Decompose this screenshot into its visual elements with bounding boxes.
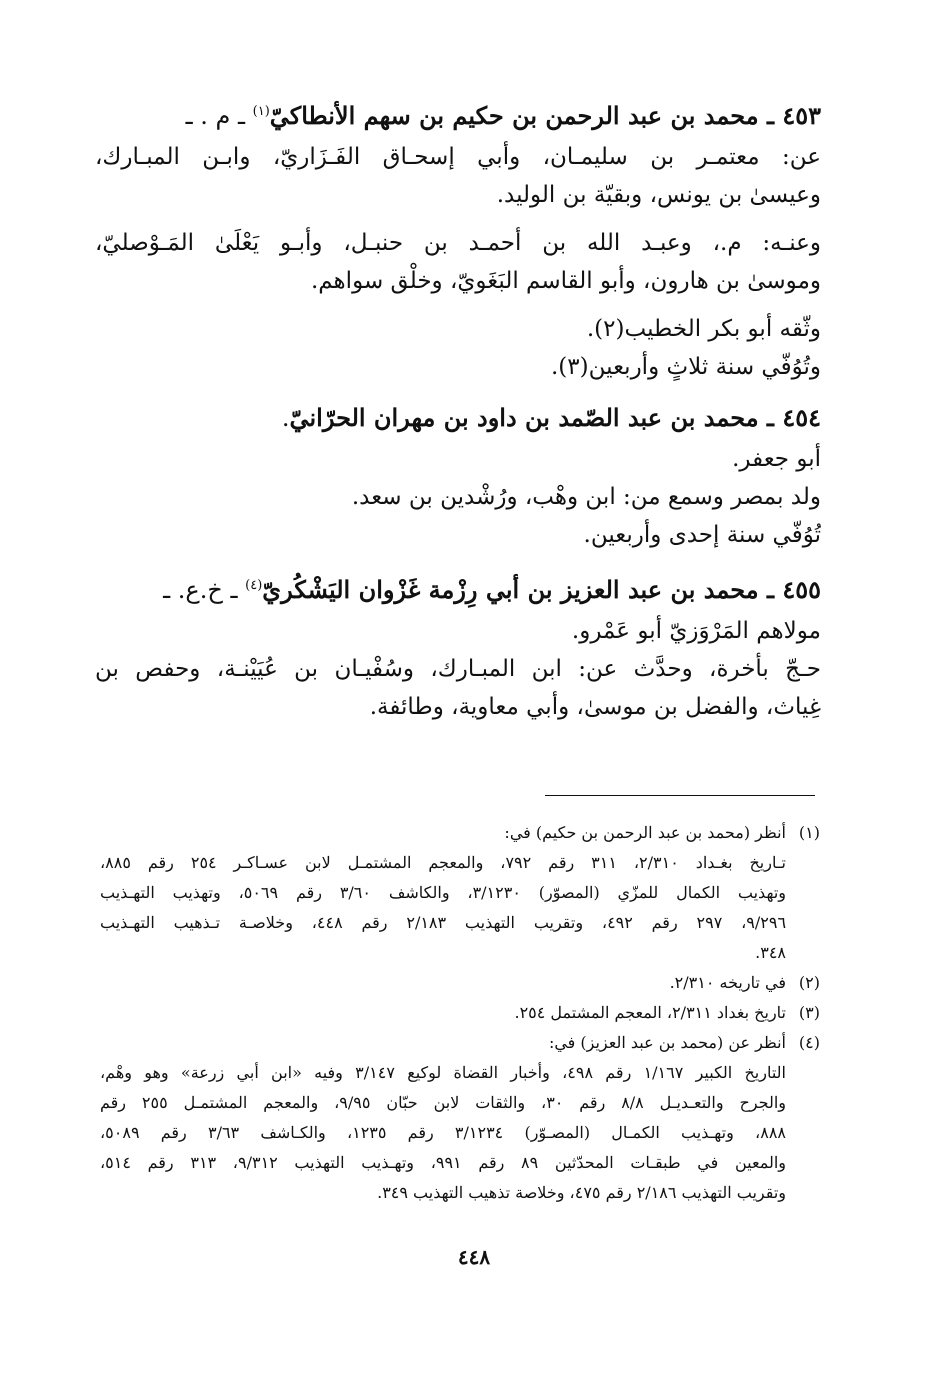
text-line: مولاهم المَرْوَزيّ أبو عَمْرو. [571, 618, 821, 644]
footnote-number: (٣) [798, 1003, 820, 1022]
text-line: أبو جعفر. [732, 446, 821, 472]
entry-heading-text: ٤٥٥ ـ محمد بن عبد العزيز بن أبي رِزْمة غَزْوان اليَشْكُريّ [262, 575, 821, 604]
text-line: تُوُفّي سنة إحدى وأربعين. [583, 522, 821, 548]
footnote-line: أنظر (محمد بن عبد الرحمن بن حكيم) في: [504, 823, 786, 842]
footnote-line: وتهذيب الكمال للمزّي (المصوّر) ٣/١٢٣٠، والكاشف ٣/٦٠ رقم ٥٠٦٩، وتهذيب التهـذيب [100, 883, 786, 902]
text-line: وعيسىٰ بن يونس، وبقيّة بن الوليد. [496, 182, 821, 208]
text-line: حـجّ بأخرة، وحدَّث عن: ابن المبـارك، وسُفْيـان بن عُيَيْنـة، وحفص بن [95, 656, 821, 682]
footnote-line: أنظر عن (محمد بن عبد العزيز) في: [548, 1033, 786, 1052]
entry-453 [95, 90, 821, 386]
footnote-line: والجرح والتعـديـل ٨/٨ رقم ٣٠، والثقات لابن حبّان ٩/٩٥، والمعجم المشتمـل ٢٥٥ رقم [100, 1093, 786, 1112]
footnote-ref: (١) [252, 104, 270, 119]
footnote-4 [100, 1028, 820, 1208]
text-line: عن: معتمـر بن سليمـان، وأبي إسحـاق الفَـزَاريّ، وابـن المبـارك، [95, 144, 821, 170]
footnote-line: والمعين في طبقـات المحدّثين ٨٩ رقم ٩٩١، وتهـذيب التهذيب ٩/٣١٢، ٣١٣ رقم ٥١٤، [100, 1153, 786, 1172]
entry-455 [95, 564, 821, 726]
entry-heading-tail: ـ خ.ع. ـ [163, 576, 246, 604]
entry-heading [95, 90, 821, 138]
footnote-number: (٤) [798, 1033, 820, 1052]
text-line: وثّقه أبو بكر الخطيب(٢). [586, 316, 821, 342]
footnote-line: في تاريخه ٢/٣١٠. [669, 973, 786, 992]
footnote-line: ٣٤٨. [755, 943, 786, 962]
footnote-2 [100, 968, 820, 998]
entry-heading-text: ٤٥٣ ـ محمد بن عبد الرحمن بن حكيم بن سهم الأنطاكيّ [269, 101, 821, 130]
entry-heading [95, 564, 821, 612]
text-line: وعنـه: م.، وعبـد الله بن أحمـد بن حنبـل، وأبـو يَعْلَىٰ المَـوْصليّ، [95, 230, 821, 256]
footnote-divider [545, 795, 815, 796]
text-line: وموسىٰ بن هارون، وأبو القاسم البَغَويّ، وخلْق سواهم. [310, 268, 821, 294]
footnote-3 [100, 998, 820, 1028]
main-text [95, 90, 821, 736]
entry-heading-tail: ـ م . ـ [185, 102, 253, 130]
footnote-line: وتقريب التهذيب ٢/١٨٦ رقم ٤٧٥، وخلاصة تذهيب التهذيب ٣٤٩. [377, 1183, 786, 1202]
footnote-line: تـاريخ بغـداد ٢/٣١٠، ٣١١ رقم ٧٩٢، والمعجم المشتمـل لابن عسـاكـر ٢٥٤ رقم ٨٨٥، [100, 853, 786, 872]
entry-heading-text: ٤٥٤ ـ محمد بن عبد الصّمد بن داود بن مهران الحرّانيّ [289, 403, 821, 432]
footnote-number: (٢) [798, 973, 820, 992]
text-line: ولد بمصر وسمع من: ابن وهْب، ورُشْدين بن سعد. [351, 484, 821, 510]
entry-heading-tail: . [281, 404, 290, 432]
footnote-ref: (٤) [245, 578, 263, 593]
footnote-number: (١) [798, 823, 820, 842]
footnote-line: ٨٨٨، وتهـذيب الكمـال (المصـوّر) ٣/١٢٣٤ رقم ١٢٣٥، والكـاشف ٣/٦٣ رقم ٥٠٨٩، [100, 1123, 786, 1142]
footnote-line: ٩/٢٩٦، ٢٩٧ رقم ٤٩٢، وتقريب التهذيب ٢/١٨٣ رقم ٤٤٨، وخلاصـة تـذهيب التهـذيب [100, 913, 786, 932]
entry-heading [95, 396, 821, 440]
text-line: غِياث، والفضل بن موسىٰ، وأبي معاوية، وطائفة. [369, 694, 821, 720]
footnote-line: تاريخ بغداد ٢/٣١١، المعجم المشتمل ٢٥٤. [514, 1003, 786, 1022]
footnote-line: التاريخ الكبير ١/١٦٧ رقم ٤٩٨، وأخبار القضاة لوكيع ٣/١٤٧ وفيه «ابن أبي زرعة» وهو وهْم، [100, 1063, 786, 1082]
text-line: وتُوُفّي سنة ثلاثٍ وأربعين(٣). [551, 354, 821, 380]
page-number: ٤٤٨ [457, 1245, 491, 1269]
footnote-1 [100, 818, 820, 968]
footnotes [100, 818, 820, 1208]
entry-454 [95, 396, 821, 554]
